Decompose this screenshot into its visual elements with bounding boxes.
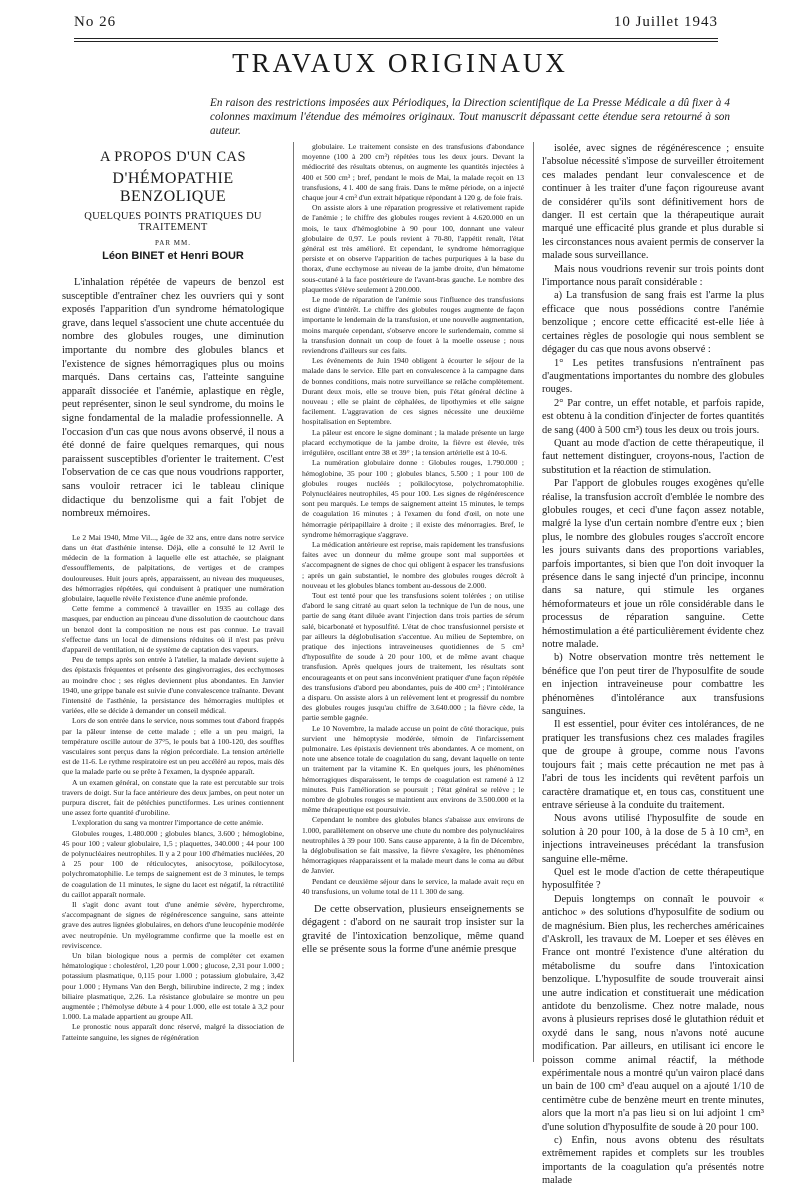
column-separator (293, 142, 294, 1062)
body-paragraph: Un bilan biologique nous a permis de compléter cet examen hématologique : cholestérol, 1,20 pour 1.000 ; glucose, 2,31 pour 1.000 ; potassium plasmatique, 0,115 pour 1.000 ; potassium globulaire, 3,42 pour 1.000 ; Hymans Van den Bergh, bilirubine indirecte, 2 mg ; index biliaire plasmatique, 2,26. La résistance globulaire se montre un peu augmentée ; l'hémolyse débute à 4 pour 1.000, elle est totale à 3,2 pour 1.000. La malade appartient au groupe AII. (62, 951, 284, 1022)
page-header (74, 14, 718, 36)
body-paragraph: Le 10 Novembre, la malade accuse un point de côté thoracique, puis survient une hémoptysie modérée, témoin de l'infarcissement pulmonaire. Les épistaxis deviennent très abondantes. A ce moment, on note une absence totale de coagulation du sang, devant laquelle on tente un traitement par la vitamine K. En quelques jours, les phénomènes hémorragiques disparaissent, le temps de coagulation est ramené à 12 minutes. Puis l'amélioration se poursuit ; l'état général se relève ; le nombre de globules rouges se maintient aux environs de 3.500.000 et la même thérapeutique est poursuivie. (302, 723, 524, 815)
article-byline-par: PAR MM. (155, 239, 191, 247)
article-subtitle: QUELQUES POINTS PRATIQUES DU TRAITEMENT (84, 211, 262, 233)
body-paragraph: Tout est tenté pour que les transfusions soient tolérées ; on utilise d'abord le sang citraté au quart selon la technique de l'un de nous, une partie de sang étant diluée avant l'injection dans trois parties de sérum salé, bicarbonaté et hyposulfité. L'état de choc transfusionnel persiste et par ailleurs la déglobulisation s'accentue. Au milieu de Septembre, on pratique des injections intraveineuses quotidiennes de 5 cm³ d'hyposulfite de soude à 20 pour 100, et de même avant chaque transfusion. Après quelques jours de traitement, les résultats sont encourageants et on peut sans inconvénient pratiquer d'une façon répétée des transfusions d'abord peu abondantes, puis de 400 cm³ ; l'intolérance a disparu. On assiste alors à un relèvement lent et progressif du nombre des globules rouges jusqu'au chiffre de 3.640.000 ; la fièvre cède, la partie semble gagnée. (302, 590, 524, 723)
body-paragraph: Il est essentiel, pour éviter ces intolérances, de ne pratiquer les transfusions chez ces malades fragiles que de groupe à groupe, comme nous l'avons toujours fait ; mais cette précaution ne met pas à l'abri de tous les incidents qui revêtent parfois un caractère dramatique et, en tous cas, constituent une entrave sérieuse à la conduite du traitement. (542, 719, 764, 811)
section-title: TRAVAUX ORIGINAUX (232, 48, 568, 78)
body-paragraph: c) Enfin, nous avons obtenu des résultats extrêmement rapides et complets sur les troubles importants de la coagulation qu'a présentés notre malade (542, 1135, 764, 1187)
article-authors: Léon BINET et Henri BOUR (102, 250, 244, 262)
body-paragraph: Le 2 Mai 1940, Mme Vil..., âgée de 32 ans, entre dans notre service dans un état d'asthénie intense. Déjà, elle a consulté le 12 Avril le médecin de la formation à laquelle elle est attachée, se plaignant d'essoufflements, de palpitations, de vertiges et de crampes douloureuses. Huit jours après, apparaissent, au niveau des muqueuses, des hémorragies répétées, qui conduisent à pratiquer une numération globulaire, laquelle révèle l'existence d'une anémie profonde. (62, 532, 284, 603)
body-paragraph: On assiste alors à une réparation progressive et relativement rapide de l'anémie ; le chiffre des globules rouges revient à 4.620.000 en un mois, le taux d'hémoglobine à 90 pour 100, donnant une valeur globulaire de 0,97. Le pouls revient à 70-80, l'appétit renaît, l'état général est très amélioré. Et cependant, le syndrome hémorragique persiste et on observe l'apparition de taches purpuriques à la base du thorax, d'une ecchymose au niveau de la jambe droite, d'un hématome sous-cutané à la face postérieure de l'avant-bras gauche. Le nombre des plaquettes s'élève seulement à 200.000. (302, 203, 524, 294)
body-paragraph: a) La transfusion de sang frais est l'arme la plus efficace que nous possédions contre l'anémie benzolique ; encore cette efficacité est-elle liée à certaines règles de posologie qui nous semblent se dégager du cas que nous avons observé : (542, 290, 764, 356)
body-paragraph: Les événements de Juin 1940 obligent à écourter le séjour de la malade dans le service. Elle part en convalescence à la campagne dans de bonnes conditions, mais notre surveillance se relâche complètement. Durant deux mois, elle se trouve bien, puis l'état général décline à nouveau ; elle se plaint de céphalées, de lipothymies et elle saigne facilement. L'aggravation de ces signes nécessite une deuxième hospitalisation en Septembre. (302, 356, 524, 427)
body-paragraph: 1° Les petites transfusions n'entraînent pas d'augmentations importantes du nombre des globules rouges. (542, 357, 764, 396)
body-paragraph: La médication antérieure est reprise, mais rapidement les transfusions faites avec un donneur du même groupe sont mal supportées et s'accompagnent de signes de choc qui obligent à espacer les transfusions ; après un gain substantiel, le nombre des globules rouges décroît à nouveau et les globules blancs tombent au-dessous de 2.000. (302, 539, 524, 590)
article-title-line-2: D'HÉMOPATHIE BENZOLIQUE (112, 170, 234, 205)
body-paragraph: Quel est le mode d'action de cette thérapeutique hyposulfitée ? (542, 866, 764, 892)
case-report-paragraphs (62, 533, 284, 1043)
issue-number: No 26 (74, 14, 117, 30)
body-paragraph: A un examen général, on constate que la rate est percutable sur trois travers de doigt. Sur la face antérieure des deux jambes, on peut noter un purpura discret, fait de pétéchies punctiformes. Les urines contiennent une assez forte quantité d'urobiline. (62, 777, 284, 818)
body-paragraph: globulaire. Le traitement consiste en des transfusions d'abondance moyenne (100 à 200 cm³) répétées tous les deux jours. Devant la médiocrité des résultats obtenus, on augmente les quantités injectées à 400 et 500 cm³ ; bref, pendant le mois de Mai, la malade reçoit en 13 transfusions, 4 l. 400 de sang frais. Dans le même période, on a injecté chaque jour 4 cm³ d'un extrait hépatique répondant à 120 g. de foie frais. (302, 142, 524, 203)
body-paragraph: b) Notre observation montre très nettement le bénéfice que l'on peut tirer de l'hyposulfite de soude en injection intraveineuse pour combattre les phénomènes d'intolérance aux transfusions sanguines. (542, 652, 764, 718)
article-lead-paragraph: L'inhalation répétée de vapeurs de benzol est susceptible d'entraîner chez les ouvriers qui y sont exposés l'apparition d'un syndrome hématologique grave, dans lequel s'associent une chute accentuée du nombre des globules rouges, une diminution importante du nombre des globules blancs et l'existence de signes hémorragiques plus ou moins marqués. Dans certains cas, l'atteinte sanguine apparaît dissociée et l'anémie, aplastique en règle, peut représenter, sinon le seul syndrome, du moins le signe fondamental de la maladie professionnelle. A l'occasion d'un cas que nous avons observé, il nous a été donné de faire quelques remarques, qui nous paraissent susceptibles d'orienter le traitement. C'est l'observation de ce cas que nous voudrions rapporter, sans vouloir retracer ici le tableau clinique didactique du benzolisme qui a fait l'objet de nombreux mémoires. (62, 277, 284, 520)
header-rule-top (74, 38, 718, 39)
editor-note: En raison des restrictions imposées aux Périodiques, la Direction scientifique de La Presse Médicale a dû fixer à 4 colonnes maximum l'étendue des mémoires originaux. Tout manuscrit dépassant cette étendue sera retourné à son auteur. (210, 97, 730, 137)
article-title-line-1: A PROPOS D'UN CAS (99, 149, 247, 165)
case-report-continued (302, 142, 524, 897)
column-3 (542, 142, 764, 1187)
body-paragraph: Le pronostic nous apparaît donc réservé, malgré la dissociation de l'atteinte sanguine, les signes de régénération (62, 1022, 284, 1042)
body-paragraph: Cependant le nombre des globules blancs s'abaisse aux environs de 1.000, parallèlement on observe une chute du nombre des polynucléaires neutrophiles à 39 pour 100. Sans cause apparente, à la fin de Décembre, la déglobulisation se fait massive, la fièvre s'exagère, les phénomènes hémorragiques réapparaissent et la malade meurt dans le coma au début de Janvier. (302, 815, 524, 876)
body-paragraph: Globules rouges, 1.480.000 ; globules blancs, 3.600 ; hémoglobine, 45 pour 100 ; valeur globulaire, 1,5 ; plaquettes, 340.000 ; 44 pour 100 de polynucléaires neutrophiles. Il y a 2 pour 100 d'hématies nucléées, 20 à 25 pour 100 de réticulocytes, anisocytose, poïkilocytose, polychromatophilie. Le temps de saignement est de 3 minutes, le temps de coagulation de 11 minutes, le signe du lacet est négatif, la rétractilité du caillot apparaît normale. (62, 828, 284, 899)
body-paragraph: Mais nous voudrions revenir sur trois points dont l'importance nous paraît considérable : (542, 263, 764, 289)
discussion-continued (542, 142, 764, 1188)
body-paragraph: Lors de son entrée dans le service, nous sommes tout d'abord frappés par la pâleur intense de cette malade ; elle a un peu maigri, la température oscille autour de 37°5, le pouls bat à 100-120, des souffles vasculaires sont perçus dans la région précordiale. La tension artérielle est de 11-6. Le rythme respiratoire est un peu accéléré au repos, mais dès que la malade parle ou se prête à l'examen, la dyspnée apparaît. (62, 716, 284, 777)
body-paragraph: Par l'apport de globules rouges exogènes qu'elle réalise, la transfusion accroît d'emblée le nombre des globules rouges, et ceci d'une façon assez notable, malgré la lyse d'un certain nombre d'entre eux ; bien plus, le nombre des globules rouges s'accroît encore les jours suivants dans des proportions variables, parfois importantes, si bien que l'on doit invoquer la présence dans le sang injecté d'un principe, inconnu dans sa nature, qui stimule les organes hémoformateurs et joue un rôle considérable dans le processus de réparation sanguine. Cette hémostimulation a été particulièrement évidente chez notre malade. (542, 478, 764, 651)
body-paragraph: isolée, avec signes de régénérescence ; ensuite l'absolue nécessité s'impose de surveiller étroitement ces malades pendant leur convalescence et de continuer à les traiter d'une façon rigoureuse avant de considérer qu'ils sont définitivement hors de danger. Il est certain que la thérapeutique aurait marqué une efficacité plus grande et plus durable si les circonstances nous avaient permis de conserver la malade sous surveillance. (542, 143, 764, 262)
body-paragraph: Quant au mode d'action de cette thérapeutique, il faut nettement distinguer, croyons-nous, l'action de substitution et la réaction de stimulation. (542, 437, 764, 476)
body-paragraph: La pâleur est encore le signe dominant ; la malade présente un large placard ecchymotique de la jambe droite, la fièvre est élevée, très irrégulière, oscillant entre 38 et 39° ; la tension artérielle est à 10-6. (302, 427, 524, 458)
body-paragraph: Nous avons utilisé l'hyposulfite de soude en solution à 20 pour 100, à la dose de 5 à 10 cm³, en injections intraveineuses précédant la transfusion sanguine elle-même. (542, 813, 764, 865)
body-paragraph: L'exploration du sang va montrer l'importance de cette anémie. (72, 818, 264, 828)
issue-date: 10 Juillet 1943 (613, 14, 718, 30)
body-paragraph: De cette observation, plusieurs enseignements se dégagent : d'abord on ne saurait trop insister sur la gravité de l'intoxication benzolique, même quand elle se présente sous la forme d'une anémie presque (302, 904, 524, 956)
body-paragraph: Depuis longtemps on connaît le pouvoir « antichoc » des solutions d'hyposulfite de sodium ou de magnésium. Bien plus, les recherches américaines d'Askroll, les travaux de M. Loeper et ses élèves en France ont montré l'existence d'une altération du métabolisme du soufre dans l'intoxication benzolique. L'hyposulfite de soude trouverait ainsi une autre indication et constituerait une médication antidote du benzolisme. Chez notre malade, nous avons à plusieurs reprises dosé le glutathion réduit et oxydé dans le sang, nous n'avons noté aucune modification. Par ailleurs, en utilisant ici encore le poisson comme animal réactif, la méthode expérimentale nous a montré qu'un vairon placé dans un bain de 100 cm³ d'eau auquel on a ajouté 1/10 de centimètre cube de benzène meurt en trente minutes, alors que la mort n'a pas lieu si on lui adjoint 1 cm³ d'une solution d'hyposulfite de soude à 20 pour 100. (542, 893, 764, 1133)
header-rule-bottom (74, 41, 718, 42)
body-paragraph: Il s'agit donc avant tout d'une anémie sévère, hyperchrome, s'accompagnant de signes de régénérescence sanguine, sans atteinte grave des autres lignées globulaires, en dehors d'une leucopénie modérée avec neutropénie. Un myélogramme confirme que la moelle est en reviviscence. (62, 900, 284, 950)
body-paragraph: La numération globulaire donne : Globules rouges, 1.790.000 ; hémoglobine, 35 pour 100 ; globules blancs, 5.500 ; 1 pour 100 de globules rouges nucléés ; poïkilocytose, polychromatophilie. Polynucléaires neutrophiles, 45 pour 100. Les signes de régénérescence sont peu marqués. Le temps de saignement atteint 15 minutes, le temps de coagulation 16 minutes ; à l'examen du fond d'œil, on note une hémorragie péripapillaire à droite ; il existe des ménorragies. Bref, le syndrome hémorragique s'aggrave. (302, 458, 524, 539)
body-paragraph: Le mode de réparation de l'anémie sous l'influence des transfusions est digne d'intérêt. Le chiffre des globules rouges augmente de façon importante le lendemain de la transfusion, et une nouvelle augmentation, moins marquée cependant, s'observe encore le surlendemain, comme si la transfusion donnait un coup de fouet à la moelle osseuse ; nous reviendrons d'ailleurs sur ces faits. (302, 295, 524, 356)
column-1 (62, 142, 284, 1062)
column-2 (302, 142, 524, 1062)
body-paragraph: Cette femme a commencé à travailler en 1935 au collage des masques, par enduction au pinceau d'une dissolution de caoutchouc dans un benzol dont la composition ne nous est pas connue. Le travail s'effectue dans un local de dimensions réduites où il n'est pas prévu d'appareil de ventilation, ni de système de captation des vapeurs. (62, 604, 284, 654)
discussion-paragraphs (302, 903, 524, 957)
body-paragraph: Pendant ce deuxième séjour dans le service, la malade avait reçu en 40 transfusions, un volume total de 11 l. 300 de sang. (302, 876, 524, 896)
body-paragraph: 2° Par contre, un effet notable, et parfois rapide, est obtenu à la condition d'injecter de fortes quantités de sang (400 à 500 cm³) tous les deux ou trois jours. (542, 397, 764, 436)
column-separator (533, 142, 534, 1062)
body-paragraph: Peu de temps après son entrée à l'atelier, la malade devient sujette à des épistaxis fréquentes et présente des gingivorragies, des ecchymoses au moindre choc ; ses règles deviennent plus abondantes. En Janvier 1940, une grippe banale est suivie d'une convalescence traînante. Devant l'intensité de l'asthénie, la persistance des hémorragies multiples et variées, elle se décide à demander un conseil médical. (62, 655, 284, 716)
